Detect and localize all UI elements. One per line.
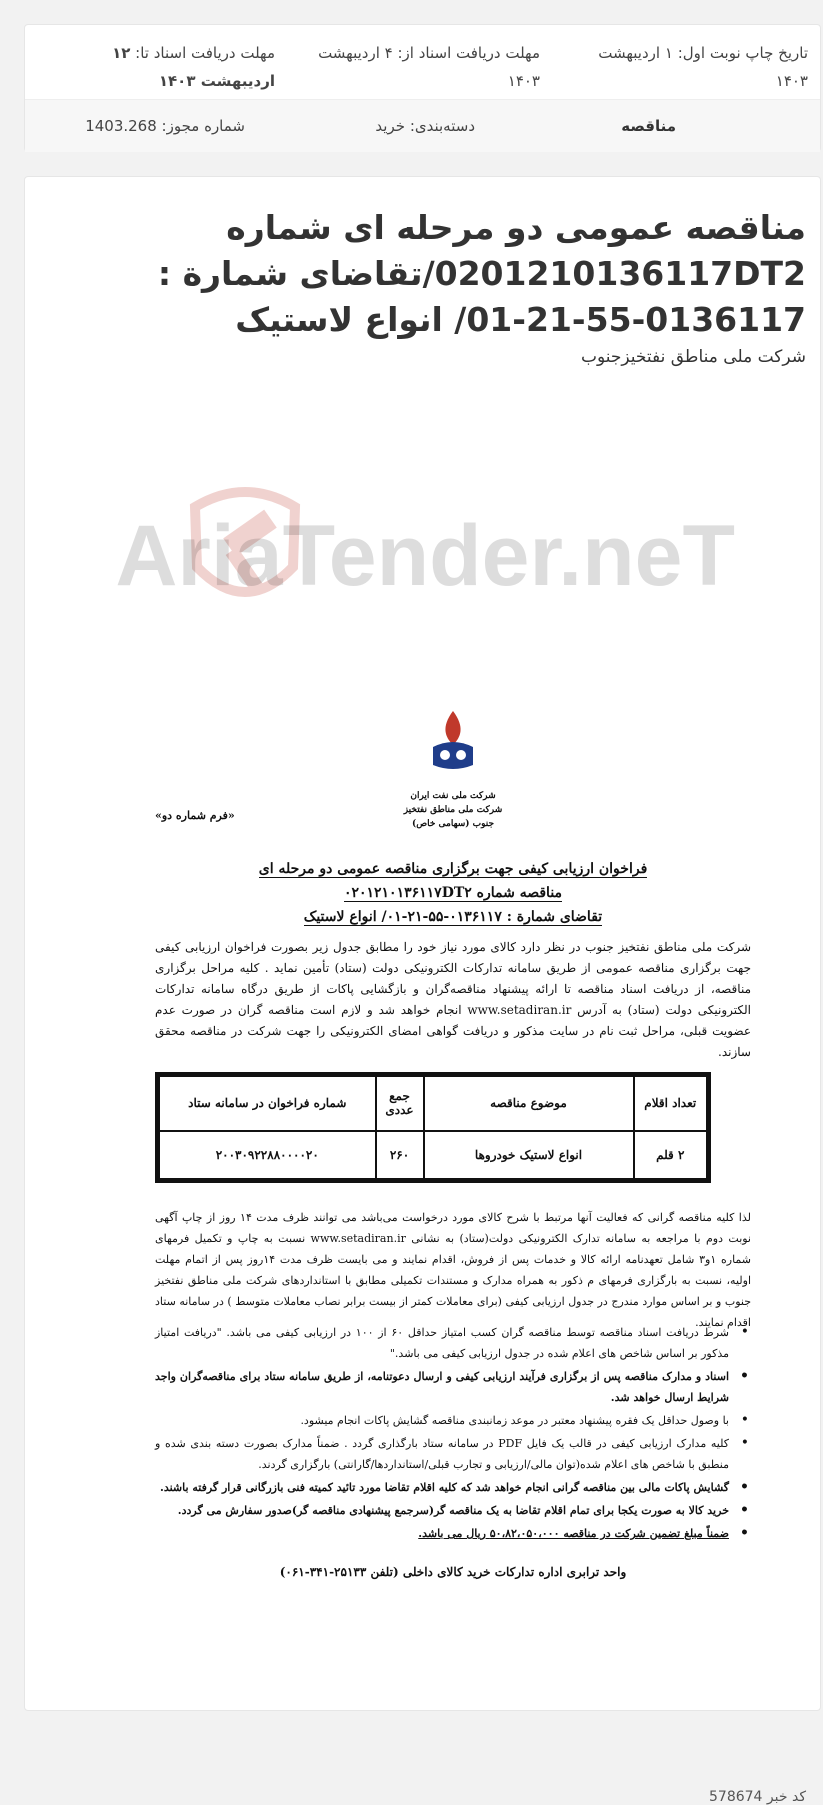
page-title: مناقصه عمومی دو مرحله ای شماره 0201210136117DT2/تقاضای شمارة : 0136117-55-21-01/ انواع لاستیک: [157, 208, 806, 339]
table-cell: ۲۰۰۳۰۹۲۲۸۸۰۰۰۰۲۰: [158, 1131, 376, 1181]
table-cell: انواع لاستیک خودروها: [424, 1131, 634, 1181]
document-heading: فراخوان ارزیابی کیفی جهت برگزاری مناقصه عمومی دو مرحله ای مناقصه شماره ۰۲۰۱۲۱۰۱۳۶۱۱۷DT۲ تقاضای شمارة : ۰۱۳۶۱۱۷-۵۵-۲۱-۰۱/ انواع لاستیک: [258, 861, 648, 925]
tender-items-table: [155, 1072, 711, 1183]
watermark-text: AriaTender.neT: [115, 508, 735, 604]
list-item: • خرید کالا به صورت یکجا برای تمام اقلام تقاضا به یک مناقصه گر(سرجمع پیشنهادی مناقصه گر)صدور سفارش می گردد.: [155, 1500, 751, 1521]
column-header: جمع عددی: [376, 1075, 424, 1131]
tender-dates-row: [25, 25, 820, 99]
notice-paragraph: لذا کلیه مناقصه گرانی که فعالیت آنها مرتبط با شرح کالای مورد درخواست می‌باشد می توانند ظرف مدت ۱۴ روز از چاپ آگهی نوبت دوم با مراجعه به سامانه تدارک الکترونیکی دولت(ستاد) به نشانی www.setadiran.ir نسبت به چاپ و تکمیل فرمهای شماره ۱و۳ شامل تعهدنامه ارائه کالا و خدمات پس از فروش، اقدام نمایند و می بایست ظرف مدت ۱۴روز پس از اتمام مهلت اولیه، نسبت به بارگزاری فرمهای م ذکور به همراه مدارک و مستندات تکمیلی مطابق با استانداردهای شرکت ملی مناطق نفتخیز جنوب و بر اساس موارد مندرج در جدول ارزیابی کیفی (برای معاملات کمتر از بیست برابر نصاب معاملات متوسط ) در سامانه ستاد اقدام نمایند.: [155, 1211, 752, 1329]
tender-category: دسته‌بندی: خرید: [375, 117, 475, 135]
receive-to-date: مهلت دریافت اسناد تا: ۱۲ اردیبهشت ۱۴۰۳: [112, 44, 275, 90]
company-name: شرکت ملی مناطق نفتخیزجنوب: [580, 347, 806, 367]
issuing-unit: واحد ترابری اداره تدارکات خرید کالای داخلی (تلفن ۲۵۱۳۳-۳۴۱-۰۶۱): [279, 1565, 627, 1579]
conditions-list: [155, 1322, 751, 1546]
column-header: تعداد اقلام: [634, 1075, 709, 1131]
first-print-date: تاریخ چاپ نوبت اول: ۱ اردیبهشت ۱۴۰۳: [598, 44, 808, 90]
tender-notice-document: [155, 707, 751, 1617]
emblem-caption: شرکت ملی نفت ایران شرکت ملی مناطق نفتخیز جنوب (سهامی خاص): [403, 791, 503, 829]
nioc-emblem: [403, 707, 503, 829]
table-header-row: [158, 1075, 709, 1131]
list-item: • با وصول حداقل یک فقره پیشنهاد معتبر در موعد زمانبندی مناقصه گشایش پاکات انجام میشود.: [155, 1410, 751, 1431]
table-cell: ۲ قلم: [634, 1131, 709, 1181]
column-header: موضوع مناقصه: [424, 1075, 634, 1131]
table-row: [158, 1131, 709, 1181]
intro-paragraph: شرکت ملی مناطق نفتخیز جنوب در نظر دارد کالای مورد نیاز خود را مطابق جدول زیر بصورت فراخوان ارزیابی کیفی جهت برگزاری مناقصه عمومی از طریق سامانه تدارکات الکترونیکی دولت (ستاد) تأمین نماید . کلیه مراحل برگزاری مناقصه، از دریافت اسناد مناقصه تا ارائه پیشنهاد مناقصه‌گران و بازگشایی پاکات از طریق درگاه سامانه تدارکات الکترونیکی دولت (ستاد) به آدرس www.setadiran.ir انجام خواهد شد و لازم است مناقصه گران در صورت عدم عضویت قبلی، مراحل ثبت نام در سایت مذکور و دریافت گواهی امضای الکترونیکی را جهت شرکت در مناقصه محقق سازند.: [155, 940, 751, 1059]
permit-number: شماره مجوز: 1403.268: [85, 117, 245, 135]
tender-info-card: [24, 24, 821, 152]
list-item: • ضمناً مبلغ تضمین شرکت در مناقصه ۵۰،۸۲،۰۵۰،۰۰۰ ریال می باشد.: [155, 1523, 751, 1544]
tender-detail-card: [24, 176, 821, 1805]
tender-meta-row: [25, 99, 820, 152]
nioc-flame-icon: [423, 707, 483, 777]
receive-from-date: مهلت دریافت اسناد از: ۴ اردیبهشت ۱۴۰۳: [318, 44, 540, 90]
list-item: • کلیه مدارک ارزیابی کیفی در قالب یک فایل PDF در سامانه ستاد بارگذاری گردد . ضمناً مدارک بصورت دسته بندی شده و منطبق با شاخص های اعلام شده(توان مالی/ارزیابی و تجارب قبلی/استانداردها/گارانتی) بارگزاری گردند.: [155, 1433, 751, 1475]
form-number: «فرم شماره دو»: [155, 809, 235, 822]
list-item: • شرط دریافت اسناد مناقصه توسط مناقصه گران کسب امتیاز حداقل ۶۰ از ۱۰۰ در ارزیابی کیفی می باشد. "دریافت امتیاز مذکور بر اساس شاخص های اعلام شده در جدول ارزیابی کیفی می باشد.": [155, 1322, 751, 1364]
news-code: کد خبر 578674: [709, 1789, 806, 1805]
column-header: شماره فراخوان در سامانه ستاد: [158, 1075, 376, 1131]
tender-type: مناقصه: [621, 117, 676, 135]
list-item: • اسناد و مدارک مناقصه پس از برگزاری فرآیند ارزیابی کیفی و ارسال دعوتنامه، از طریق سامانه ستاد برای مناقصه‌گران واجد شرایط ارسال خواهد شد.: [155, 1366, 751, 1408]
watermark-logo: [115, 467, 795, 627]
list-item: • گشایش پاکات مالی بین مناقصه گرانی انجام خواهد شد که کلیه اقلام تقاضا مورد تائید کمیته فنی بازرگانی قرار گرفته باشند.: [155, 1477, 751, 1498]
table-cell: ۲۶۰: [376, 1131, 424, 1181]
